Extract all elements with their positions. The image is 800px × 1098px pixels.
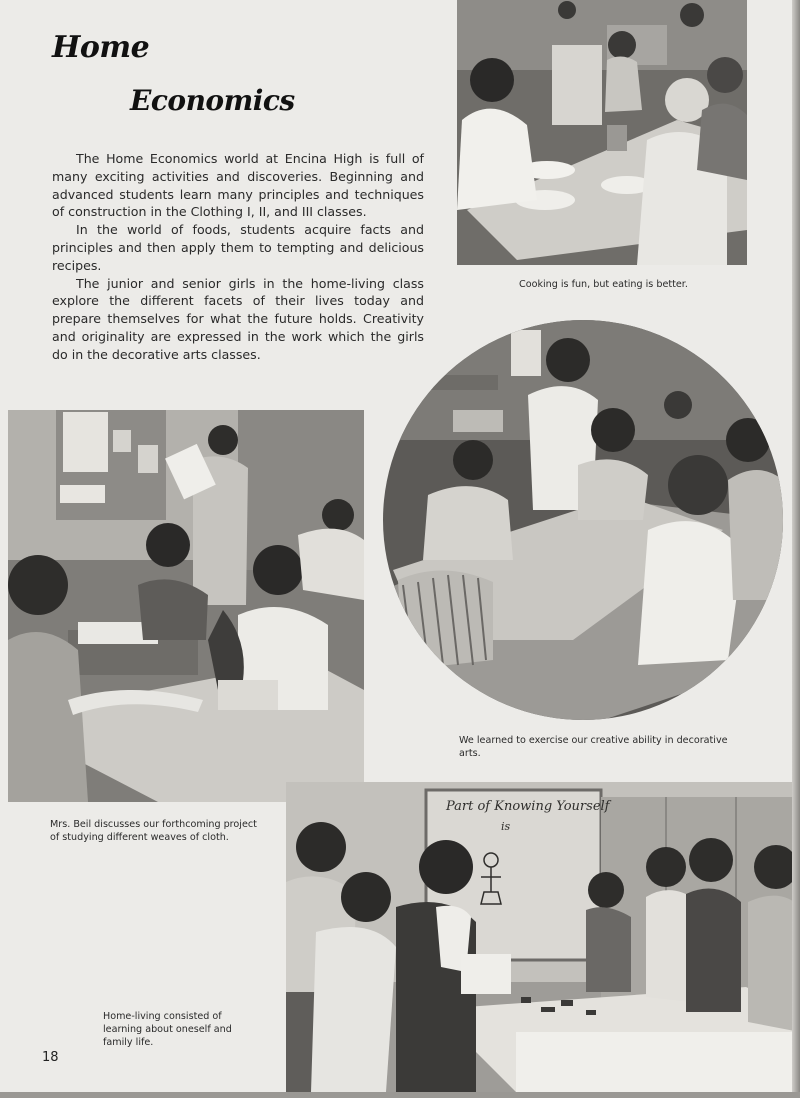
- photo-cooking: [457, 0, 747, 265]
- board-text-line-2: is: [501, 820, 511, 833]
- caption-cooking: Cooking is fun, but eating is better.: [519, 279, 688, 290]
- caption-decorative-arts: We learned to exercise our creative ability in decorative arts.: [459, 735, 728, 759]
- board-text-line-1: Part of Knowing Yourself: [446, 799, 610, 814]
- page-spine-shadow: [792, 0, 800, 1098]
- title-economics: Economics: [130, 84, 295, 117]
- photo-weaves: [8, 410, 364, 802]
- body-paragraph-1: The Home Economics world at Encina High is full of many exciting activities and discoveries. Beginning and advanced students learn many principles and techniques of construction in the Clothing I, II, and III classes.: [52, 151, 424, 220]
- photo-home-living: [286, 782, 800, 1092]
- caption-home-living: Home-living consisted of learning about oneself and family life.: [103, 1011, 232, 1048]
- caption-weaves: Mrs. Beil discusses our forthcoming project of studying different weaves of cloth.: [50, 819, 257, 843]
- body-text: [52, 150, 424, 364]
- page-bottom-edge: [0, 1092, 800, 1098]
- body-paragraph-2: In the world of foods, students acquire facts and principles and then apply them to tempting and delicious recipes.: [52, 222, 424, 273]
- body-paragraph-3: The junior and senior girls in the home-living class explore the different facets of their lives today and prepare themselves for what the future holds. Creativity and originality are expressed in the work which the girls do in the decorative arts classes.: [52, 275, 424, 362]
- photo-decorative-arts: [383, 320, 783, 720]
- title-home: Home: [52, 30, 150, 65]
- page-number: 18: [42, 1050, 59, 1065]
